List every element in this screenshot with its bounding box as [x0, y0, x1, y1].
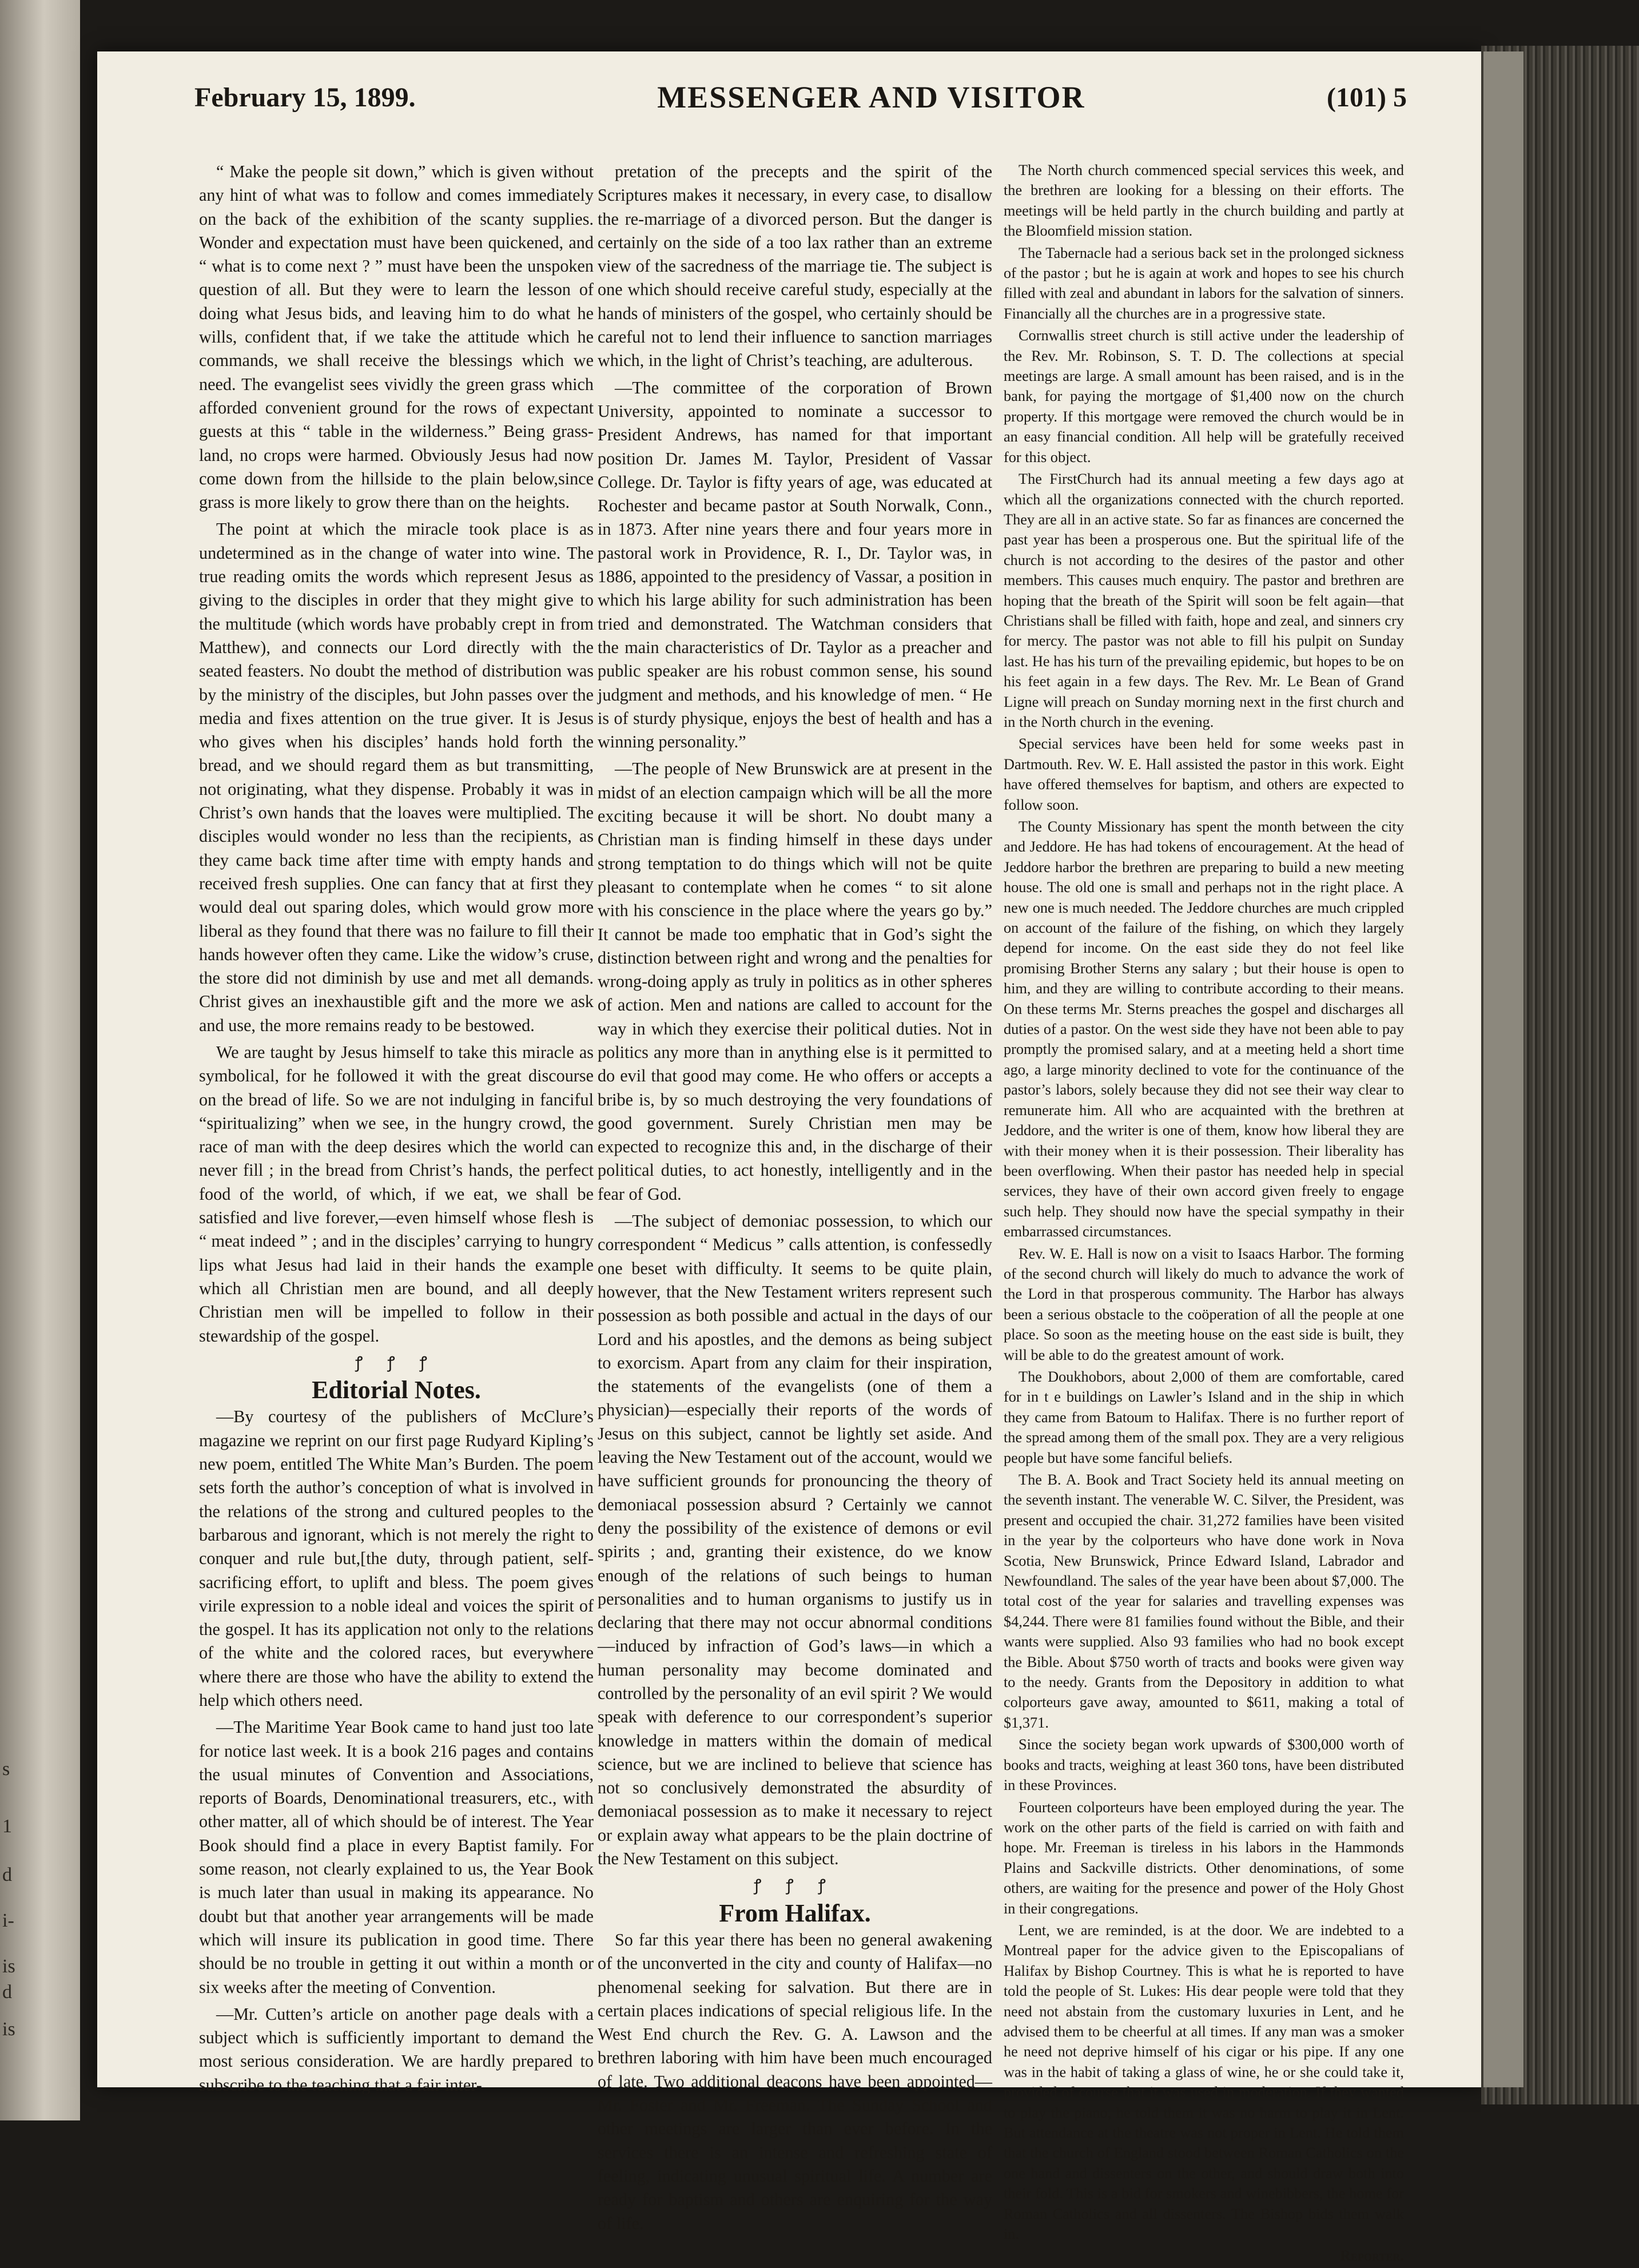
halifax-paragraph: The County Missionary has spent the month between the city and Jeddore. He has had tokens of encouragement. At the head of Jeddore harbor the brethren are preparing to build a new meeting house. The old one is small and perhaps not in the right place. A new one is much needed. The Jeddore churches are much crippled on account of the failure of the fishing, on which they largely depend for income. On the east side they do not feel like promising Brother Sterns any salary ; but their house is open to him, and they are willing to contribute according to their means. On these terms Mr. Sterns preaches the gospel and discharges all duties of a pastor. On the west side they have not been able to pay promptly the promised salary, and at a meeting held a short time ago, a large minority declined to vote for the continuance of the pastor’s labors, solely because they did not see their way clear to remunerate him. All who are acquainted with the brethren at Jeddore, and the writer is one of them, know how liberal they are with their money when it is their possession. Their liberality has been overflowing. When their pastor has needed help in special services, they have of their own accord given freely to engage such help. They should now have the special sympathy in their embarrassed circumstances.	[1004, 818, 1404, 1240]
column-2	[598, 160, 992, 2239]
page-header	[194, 69, 1407, 126]
halifax-paragraph: Since the society began work upwards of $300,000 worth of books and tracts, weighing at least 360 tons, have been distributed in these Provinces.	[1004, 1736, 1404, 1794]
halifax-paragraph: Fourteen colporteurs have been employed during the year. The work on the other parts of the field is carried on with faith and hope. Mr. Freeman is tireless in his labors in the Hammonds Plains and Sackville districts. Other denominations, of some others, are waiting for the presence and power of the Holy Ghost in their congregations.	[1004, 1799, 1404, 1917]
halifax-paragraph: Rev. W. E. Hall is now on a visit to Isaacs Harbor. The forming of the second church will likely do much to advance the work of the Lord in that prosperous community. The Harbor has always been a serious obstacle to the coöperation of all the people at one place. So soon as the meeting house on the east side is built, they will be able to do the greatest amount of work.	[1004, 1245, 1404, 1363]
section-ornament: ꝭ ꝭ ꝭ	[355, 1354, 437, 1372]
editorial-note: —By courtesy of the publishers of McClure’s magazine we reprint on our first page Rudyard Kipling’s new poem, entitled The White Man’s Burden. The poem sets forth the author’s conception of what is involved in the relations of the strong and cultured peoples to the barbarous and ignorant, which is not merely the right to conquer and rule but,[the duty, through patient, self-sacrificing effort, to uplift and bless. The poem gives virile expression to a noble ideal and voices the spirit of the gospel. It has its application not only to the relations of the white and the colored races, but everywhere where there are those who have the ability to extend the help which others need.	[199, 1407, 594, 1710]
prev-page-fragment: d	[2, 1864, 12, 1885]
halifax-paragraph: So far this year there has been no general awakening of the unconverted in the city and county of Halifax—no phenomenal seeking for salvation. But there are in certain places indications of special religious life. In the West End church the Rev. G. A. Lawson and the brethren laboring with him have been much encouraged of late. Two additional deacons have been appointed—Mr. Foster and Mr. Freeman. The Sunday School and other meetings are larger than ever before. In the services there is an intense and refreshing state of feeling, indicating unusual spiritual life. A number are ready for baptism and others are enquiring for the way of life.	[598, 1929, 992, 2233]
article-paragraph: —The committee of the corporation of Brown University, appointed to nominate a successor to President Andrews, has named for that important position Dr. James M. Taylor, President of Vassar College. Dr. Taylor is fifty years of age, was educated at Rochester and became pastor at South Norwalk, Conn., in 1873. After nine years there and four years more in pastoral work in Providence, R. I., Dr. Taylor was, in 1886, appointed to the presidency of Vassar, a position in which his large ability for such administration has been tried and demonstrated. The Watchman considers that the main characteristics of Dr. Taylor as a preacher and public speaker are his robust common sense, his sound judgment and methods, and his knowledge of men. “ He is of sturdy physique, enjoys the best of health and has a winning personality.”	[598, 377, 992, 752]
prev-page-fragment: i-	[2, 1910, 14, 1931]
prev-page-fragment: is	[2, 1956, 15, 1977]
halifax-paragraph: The North church commenced special services this week, and the brethren are looking for a blessing on their efforts. The meetings will be held partly in the church building and partly at the Bloomfield mission station.	[1004, 162, 1404, 240]
halifax-paragraph: The B. A. Book and Tract Society held its annual meeting on the seventh instant. The venerable W. C. Silver, the President, was present and occupied the chair. 31,272 families have been visited in the year by the colporteurs who have done work in Nova Scotia, New Brunswick, Prince Edward Island, Labrador and Newfoundland. The sales of the year have been about $7,000. The total cost of the year for salaries and travelling expenses was $4,244. There were 81 families found without the Bible, and their wants were supplied. Also 93 families who had no book except the Bible. About $750 worth of tracts and books were given way to the needy. Grants from the Depository in addition to what colporteurs gave away, amounted to $611, making a total of $1,371.	[1004, 1471, 1404, 1731]
article-paragraph: “ Make the people sit down,” which is given without any hint of what was to follow and comes immediately on the back of the exhibition of the scanty supplies. Wonder and expectation must have been quickened, and “ what is to come next ? ” must have been the unspoken question of all. But they were to learn the lesson of doing what Jesus bids, and leaving him to do what he wills, confident that, if we take the attitude which he commands, we shall receive the blessings which we need. The evangelist sees vividly the green grass which afforded convenient ground for the rows of expectant guests at this “ table in the wilderness.” Being grass-land, no crops were harmed. Obviously Jesus had now come down from the hillside to the plain below,since grass is more likely to grow there than on the heights.	[199, 162, 594, 512]
halifax-paragraph: The Tabernacle had a serious back set in the prolonged sickness of the pastor ; but he is again at work and hopes to see his church filled with zeal and abundant in labors for the salvation of sinners. Financially all the churches are in a progressive state.	[1004, 244, 1404, 322]
article-paragraph: We are taught by Jesus himself to take this miracle as symbolical, for he followed it with the great discourse on the bread of life. So we are not indulging in fanciful “spiritualizing” when we see, in the hungry crowd, the race of man with the deep desires which the world can never fill ; in the bread from Christ’s hands, the perfect food of the world, of which, if we eat, we shall be satisfied and live forever,—even himself whose flesh is “ meat indeed ” ; and in the disciples’ carrying to hungry lips what Jesus had laid in their hands the example which all Christian men are bound, and all deeply Christian men will be impelled to follow in their stewardship of the gospel.	[199, 1042, 594, 1346]
page-edge-shadow	[1483, 51, 1523, 2087]
halifax-paragraph: The FirstChurch had its annual meeting a few days ago at which all the organizations connected with the church reported. They are all in an active state. So far as finances are concerned the past year has been a prosperous one. But the spiritual life of the church is not according to the desires of the pastor and other members. This causes much enquiry. The pastor and brethren are hoping that the breath of the Spirit will soon be felt again—that Christians shall be filled with faith, hope and zeal, and sinners cry for mercy. The pastor was not able to fill his pulpit on Sunday last. He has his turn of the prevailing epidemic, but hopes to be on his feet again in a few days. The Rev. Mr. Le Bean of Grand Ligne will preach on Sunday morning next in the first church and in the North church in the evening.	[1004, 471, 1404, 730]
prev-page-fragment: 1	[2, 1816, 12, 1837]
editorial-note: —The Maritime Year Book came to hand just too late for notice last week. It is a book 216 pages and contains the usual minutes of Convention and Associations, reports of Boards, Denominational treasurers, etc., with other matter, all of which should be of interest. The Year Book should find a place in every Baptist family. For some reason, not clearly explained to us, the Year Book is much later than usual in making its appearance. No doubt but that another year arrangements will be made which will insure its publication in good time. There should be no trouble in getting it out within a month or six weeks after the meeting of Convention.	[199, 1717, 594, 1997]
page-number: (101) 5	[1327, 82, 1407, 113]
column-1	[199, 160, 594, 2100]
article-paragraph: pretation of the precepts and the spirit of the Scriptures makes it necessary, in every case, to disallow the re-marriage of a divorced person. But the danger is certainly on the side of a too lax rather than an extreme view of the sacredness of the marriage tie. The subject is one which should receive careful study, especially at the hands of ministers of the gospel, who certainly should be careful not to lend their influence to sanction marriages which, in the light of Christ’s teaching, are adulterous.	[598, 162, 992, 371]
section-title-from-halifax: From Halifax.	[719, 1899, 871, 1927]
article-paragraph: The point at which the miracle took place is as undetermined as in the change of water into wine. The true reading omits the words which represent Jesus as giving to the disciples in order that they might give to the multitude (which words have probably crept in from Matthew), and connects our Lord directly with the seated feasters. No doubt the method of distribution was by the ministry of the disciples, but John passes over the media and fixes attention on the true giver. It is Jesus who gives when his disciples’ hands hold forth the bread, and we should regard them as but transmitting, not originating, what they dispense. Probably it was in Christ’s own hands that the loaves were multiplied. The disciples would wonder no less than the recipients, as they came back time after time with empty hands and received fresh supplies. One can fancy that at first they would deal out sparing doles, which would grow more liberal as they found that there was no failure to fill their hands however often they came. Like the widow’s cruse, the store did not diminish by use and met all demands. Christ gives an inexhaustible gift and the more we ask and use, the more remains ready to be bestowed.	[199, 519, 594, 1035]
article-paragraph: —The subject of demoniac possession, to which our correspondent “ Medicus ” calls attention, is confessedly one beset with difficulty. It seems to be quite plain, however, that the New Testament writers represent such possession as both possible and actual in the days of our Lord and his apostles, and the demons as being subject to exorcism. Apart from any claim for their inspiration, the statements of the evangelists (one of them a physician)—especially their reports of the words of Jesus on this subject, cannot be lightly set aside. And leaving the New Testament out of the account, would we have sufficient grounds for pronouncing the theory of demoniacal possession absurd ? Certainly we cannot deny the possibility of the existence of demons or evil spirits ; and, granting their existence, do we know enough of the relations of such beings to human personalities and to human organisms to justify us in declaring that there may not occur abnormal conditions—induced by infraction of God’s laws—in which a human personality may become dominated and controlled by the personality of an evil spirit ? We would speak with deference to our correspondent’s superior knowledge in matters within the domain of medical science, but we are inclined to believe that science has not so conclusively demonstrated the absurdity of demoniacal possession as to make it necessary to reject or explain away what appears to be the plain doctrine of the New Testament on this subject.	[598, 1211, 992, 1869]
halifax-paragraph: Special services have been held for some weeks past in Dartmouth. Rev. W. E. Hall assisted the pastor in this work. Eight have offered themselves for baptism, and others are expected to follow soon.	[1004, 735, 1404, 813]
section-title-editorial-notes: Editorial Notes.	[312, 1376, 481, 1404]
masthead-title: MESSENGER AND VISITOR	[657, 80, 1085, 114]
halifax-paragraph: Lent, we are reminded, is at the door. We are indebted to a Montreal paper for the advice given to the Episcopalians of Halifax by Bishop Courtney. This is what he is reported to have told the people of St. Lukes: His dear people were told that they need not abstain from the customary luxuries in Lent, and he advised them to be cheerful at all times. If any man was a smoker he need not deprive himself of his cigar or his pipe. If any one was in the habit of taking a glass of wine, he or she could take it, provided of course that it was used in moderation. If they wanted to play the piano, he told them it was no harm to play it in Lent. But attendance at the theatre was not proper in Lent. He told them that the church of England stood between Roman Catholics on the one hand and dissenters on the other, and should draw both into their fold. This is a bid for smokers and winebibbers, the home for Roman Catholics and all dissenters. The Bishop bids them walk in.	[1004, 1921, 1404, 2243]
halifax-paragraph: The Doukhobors, about 2,000 of them are comfortable, cared for in t e buildings on Lawler’s Island and in the ship in which they came from Batoum to Halifax. There is no further report of the spread among them of the small pox. They are a very religious people but have some fanciful beliefs.	[1004, 1368, 1404, 1466]
prev-page-fragment: is	[2, 2019, 15, 2040]
section-ornament: ꝭ ꝭ ꝭ	[754, 1877, 836, 1895]
reporter-signature: Reporter.	[1340, 2247, 1404, 2265]
previous-page-margin	[0, 0, 80, 2120]
article-paragraph: —The people of New Brunswick are at present in the midst of an election campaign which will be all the more exciting because it will be short. No doubt many a Christian man is finding himself in these days under strong temptation to do things which will not be quite pleasant to contemplate when he comes “ to sit alone with his conscience in the place where the years go by.” It cannot be made too emphatic that in God’s sight the distinction between right and wrong and the penalties for wrong-doing apply as truly in politics as in other spheres of action. Men and nations are called to account for the way in which they exercise their political duties. Not in politics any more than in anything else is it permitted to do evil that good may come. He who offers or accepts a bribe is, by so much destroying the very foundations of good government. Surely Christian men may be expected to recognize this and, in the discharge of their political duties, to act honestly, intelligently and in the fear of God.	[598, 759, 992, 1204]
prev-page-fragment: d	[2, 1981, 12, 2003]
prev-page-fragment: s	[2, 1758, 10, 1780]
editorial-note: —Mr. Cutten’s article on another page deals with a subject which is sufficiently important to demand the most serious consideration. We are hardly prepared to subscribe to the teaching that a fair inter-	[199, 2004, 594, 2095]
halifax-paragraph: Cornwallis street church is still active under the leadership of the Rev. Mr. Robinson, S. T. D. The collections at special meetings are large. A small amount has been raised, and is in the bank, for paying the mortgage of $1,400 now on the church property. If this mortgage were removed the church would be in an easy financial condition. All help will be gratefully received for this object.	[1004, 327, 1404, 465]
issue-date: February 15, 1899.	[194, 82, 416, 113]
column-3	[1004, 160, 1404, 2268]
